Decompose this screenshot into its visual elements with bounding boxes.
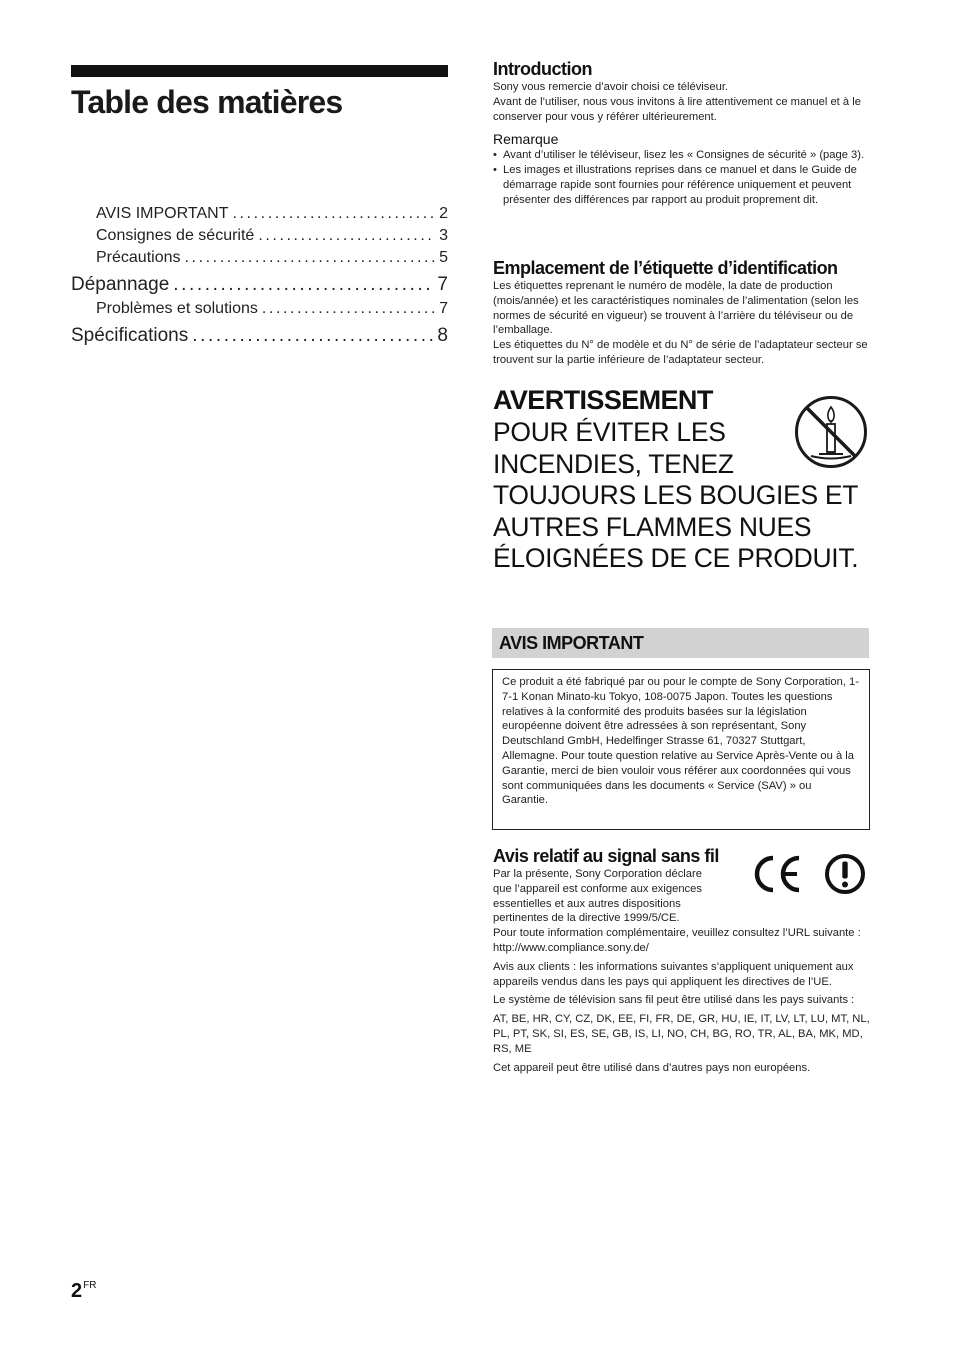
toc-entry-label: Consignes de sécurité [96, 227, 255, 244]
warning-line: TOUJOURS LES BOUGIES ET [493, 480, 859, 510]
avis-important-heading: AVIS IMPORTANT [499, 633, 644, 653]
label-location-section [493, 257, 871, 368]
warning-line: INCENDIES, TENEZ [493, 448, 734, 479]
toc-entry-consignes[interactable] [71, 225, 448, 247]
toc-leader-dots [185, 247, 436, 269]
wireless-customer-notice: Avis aux clients : les informations suivantes s’appliquent uniquement aux appareils vendus dans les pays qui appliquent les directives de l’UE. [493, 960, 854, 988]
page-number [71, 1280, 96, 1303]
wireless-declaration-line: essentielles et aux autres dispositions [493, 897, 681, 910]
page-number-value: 2 [71, 1280, 83, 1302]
label-location-para-1: Les étiquettes reprenant le numéro de modèle, la date de production (mois/année) et les caractéristiques nominales de l’alimentation (selon les normes de sécurité en vigueur) se trouvent à l’arrière du téléviseur ou de l’emballage. [493, 280, 859, 337]
wireless-countries-intro: Le système de télévision sans fil peut être utilisé dans les pays suivants : [493, 994, 855, 1007]
toc-entry-label: Dépannage [71, 274, 170, 295]
bullet-dot: • [493, 149, 497, 162]
label-location-heading: Emplacement de l’étiquette d’identification [493, 258, 838, 278]
warning-line: AUTRES FLAMMES NUES [493, 511, 812, 542]
toc-entry-page: 7 [437, 274, 448, 295]
toc-entry-page: 3 [439, 227, 448, 244]
toc-entry-depannage[interactable] [71, 272, 448, 298]
toc-entry-page: 7 [439, 300, 448, 317]
bullet-dot: • [493, 164, 497, 177]
toc-entry-page: 2 [439, 205, 448, 222]
toc-entry-precautions[interactable] [71, 247, 448, 269]
toc-entry-page: 5 [439, 249, 448, 266]
no-candle-icon [793, 394, 869, 470]
warning-title: AVERTISSEMENT [493, 385, 713, 415]
remarque-heading: Remarque [493, 131, 559, 148]
avis-important-bar [492, 628, 869, 658]
wireless-heading: Avis relatif au signal sans fil [493, 846, 719, 866]
toc-title: Table des matières [71, 84, 343, 120]
ce-mark-icon [749, 853, 803, 895]
remarque-bullet [493, 163, 871, 207]
toc-title-bar [71, 65, 448, 77]
introduction-line-1: Sony vous remercie d’avoir choisi ce téléviseur. [493, 81, 729, 93]
toc-leader-dots [173, 272, 433, 298]
compliance-url-link[interactable]: http://www.compliance.sony.de/ [493, 941, 649, 954]
toc-leader-dots [192, 323, 433, 349]
toc-entry-avis-important[interactable] [71, 203, 448, 225]
label-location-para-2: Les étiquettes du N° de modèle et du N° de série de l’adaptateur secteur se trouvent sur la partie inférieure de l’adaptateur secteur. [493, 339, 868, 366]
toc-list [71, 203, 448, 349]
remarque-bullet-text: Avant d’utiliser le téléviseur, lisez les « Consignes de sécurité » (page 3). [503, 149, 865, 162]
introduction-section [493, 58, 871, 208]
wireless-declaration [493, 867, 871, 926]
toc-entry-problemes[interactable] [71, 298, 448, 320]
page-number-suffix: FR [83, 1280, 97, 1291]
wireless-declaration-line: que l’appareil est conforme aux exigences [493, 882, 702, 895]
wireless-declaration-line: pertinentes de la directive 1999/5/CE. [493, 912, 680, 925]
wireless-country-list: AT, BE, HR, CY, CZ, DK, EE, FI, FR, DE, GR, HU, IE, IT, LV, LT, LU, MT, NL, PL, PT, SK, SI, ES, SE, GB, IS, LI, NO, CH, BG, RO, TR, AL, BA, MK, MD, RS, ME [493, 1013, 870, 1055]
wireless-non-eu-note: Cet appareil peut être utilisé dans d’autres pays non européens. [493, 1061, 811, 1074]
toc-entry-page: 8 [437, 325, 448, 346]
warning-line: POUR ÉVITER LES [493, 417, 726, 447]
toc-entry-label: AVIS IMPORTANT [96, 205, 229, 222]
introduction-heading: Introduction [493, 59, 592, 79]
introduction-line-2: Avant de l’utiliser, nous vous invitons à lire attentivement ce manuel et à le conserver pour vous y référer ultérieurement. [493, 95, 861, 123]
wireless-info-text: Pour toute information complémentaire, veuillez consultez l’URL suivante : [493, 927, 861, 940]
alert-mark-icon [824, 853, 866, 895]
toc-leader-dots [232, 203, 435, 225]
wireless-declaration-line: Par la présente, Sony Corporation déclare [493, 868, 702, 880]
wireless-section [493, 845, 871, 1075]
sony-notice-box: Ce produit a été fabriqué par ou pour le compte de Sony Corporation, 1-7-1 Konan Minato-ku Tokyo, 108-0075 Japon. Toutes les questions relatives à la conformité des produits basées sur la législation européenne doivent être adressées à son représentant, Sony Deutschland GmbH, Hedelfinger Strasse 61, 70327 Stuttgart, Allemagne. Pour toute question relative au Service Après-Vente ou à la Garantie, merci de bien vouloir vous référer aux coordonnées qui vous sont communiquées dans les documents « Service (SAV) » ou Garantie. [492, 669, 870, 830]
warning-line: ÉLOIGNÉES DE CE PRODUIT. [493, 543, 859, 573]
toc-entry-specifications[interactable] [71, 323, 448, 349]
toc-entry-label: Problèmes et solutions [96, 300, 258, 317]
toc-entry-label: Spécifications [71, 325, 189, 346]
toc-leader-dots [258, 225, 435, 247]
remarque-bullet-text: Les images et illustrations reprises dans ce manuel et dans le Guide de démarrage rapide sont fournies pour référence uniquement et peuvent présenter des différences par rapport au produit proprement dit. [503, 164, 857, 206]
toc-entry-label: Précautions [96, 249, 181, 266]
toc-leader-dots [262, 298, 435, 320]
remarque-bullet [493, 148, 871, 163]
